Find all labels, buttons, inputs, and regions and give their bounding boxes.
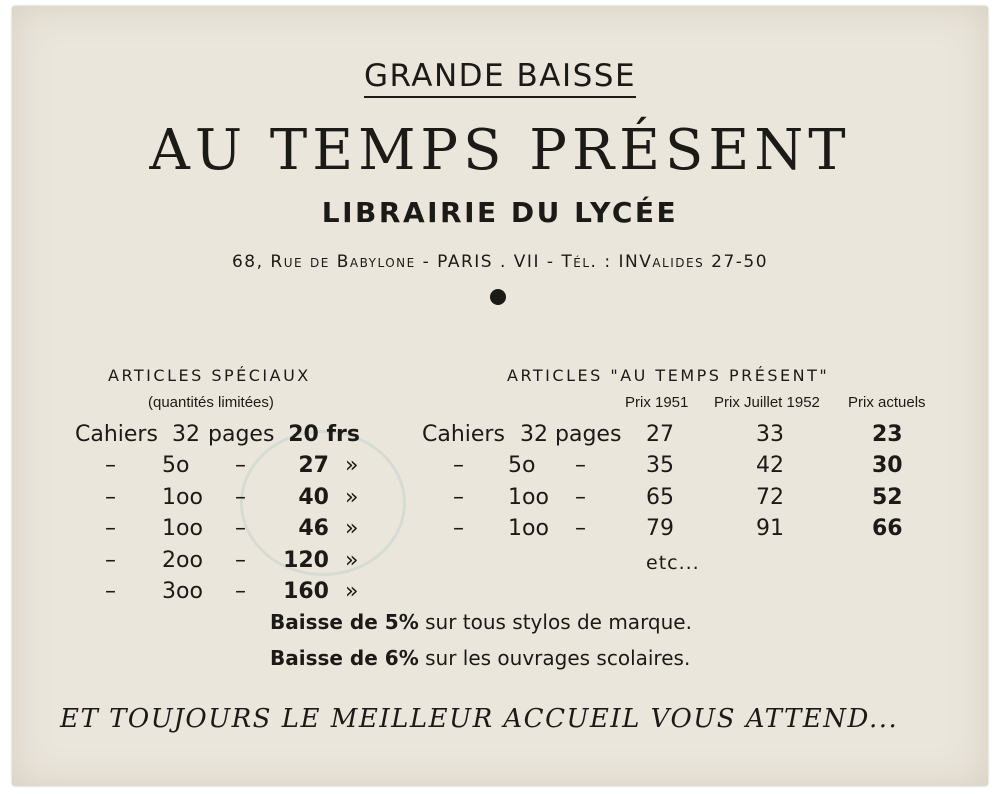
- col-header-1951: Prix 1951: [625, 394, 689, 411]
- special-price-cell: 160: [283, 579, 329, 604]
- promo-line-1: Baisse de 5% sur tous stylos de marque.: [270, 610, 692, 634]
- regular-now-cell: 23: [872, 422, 903, 447]
- special-articles-heading: ARTICLES SPÉCIAUX: [108, 366, 311, 385]
- regular-unit-cell: –: [575, 453, 586, 478]
- grande-baisse-heading: GRANDE BAISSE: [0, 58, 1000, 94]
- special-unit-cell: –: [235, 579, 246, 604]
- special-label-cell: –: [105, 516, 116, 541]
- regular-p1952-cell: 72: [756, 485, 784, 510]
- special-qty-cell: 5o: [162, 453, 190, 478]
- special-unit-cell: –: [235, 453, 246, 478]
- col-header-now: Prix actuels: [848, 394, 926, 411]
- regular-unit-cell: pages: [555, 422, 622, 447]
- footer-slogan: ET TOUJOURS LE MEILLEUR ACCUEIL VOUS ATTEND...: [60, 704, 899, 734]
- regular-p1952-cell: 91: [756, 516, 784, 541]
- special-ditto-cell: »: [345, 453, 359, 478]
- regular-qty-cell: 5o: [508, 453, 536, 478]
- special-label-cell: –: [105, 579, 116, 604]
- regular-unit-cell: –: [575, 516, 586, 541]
- regular-p1951-cell: 79: [646, 516, 674, 541]
- special-price-cell: 120: [283, 548, 329, 573]
- regular-p1951-cell: 65: [646, 485, 674, 510]
- special-unit-cell: pages: [208, 422, 275, 447]
- special-qty-cell: 1oo: [162, 516, 203, 541]
- special-unit-cell: –: [235, 485, 246, 510]
- regular-articles-heading: ARTICLES "AU TEMPS PRÉSENT": [507, 366, 830, 385]
- regular-now-cell: 30: [872, 453, 903, 478]
- regular-now-cell: 52: [872, 485, 903, 510]
- regular-p1951-cell: 27: [646, 422, 674, 447]
- special-price-cell: 46: [298, 516, 329, 541]
- special-ditto-cell: »: [345, 548, 359, 573]
- regular-qty-cell: 1oo: [508, 516, 549, 541]
- special-qty-cell: 1oo: [162, 485, 203, 510]
- special-price-cell: 40: [298, 485, 329, 510]
- regular-label-cell: –: [453, 516, 464, 541]
- regular-qty-cell: 32: [520, 422, 548, 447]
- special-label-cell: –: [105, 453, 116, 478]
- bullet-dot: [490, 289, 506, 305]
- special-unit-cell: –: [235, 548, 246, 573]
- special-articles-note: (quantités limitées): [148, 394, 274, 411]
- regular-label-cell: –: [453, 453, 464, 478]
- special-ditto-cell: »: [345, 579, 359, 604]
- store-title: AU TEMPS PRÉSENT: [149, 118, 851, 183]
- special-price-cell: 27: [298, 453, 329, 478]
- special-ditto-cell: »: [345, 516, 359, 541]
- special-qty-cell: 3oo: [162, 579, 203, 604]
- special-price-cell: 20 frs: [288, 422, 360, 447]
- col-header-1952: Prix Juillet 1952: [714, 394, 820, 411]
- regular-p1951-cell: 35: [646, 453, 674, 478]
- regular-label-cell: Cahiers: [422, 422, 505, 447]
- special-label-cell: –: [105, 548, 116, 573]
- special-qty-cell: 2oo: [162, 548, 203, 573]
- regular-p1952-cell: 33: [756, 422, 784, 447]
- regular-qty-cell: 1oo: [508, 485, 549, 510]
- promo-line-2: Baisse de 6% sur les ouvrages scolaires.: [270, 646, 691, 670]
- regular-p1952-cell: 42: [756, 453, 784, 478]
- special-label-cell: Cahiers: [75, 422, 158, 447]
- regular-unit-cell: –: [575, 485, 586, 510]
- etc-text: etc...: [646, 552, 700, 574]
- special-unit-cell: –: [235, 516, 246, 541]
- special-qty-cell: 32: [172, 422, 200, 447]
- store-address: 68, Rue de Babylone - PARIS . VII - Tél. : INValides 27-50: [231, 252, 769, 272]
- store-subtitle: LIBRAIRIE DU LYCÉE: [321, 196, 679, 229]
- regular-now-cell: 66: [872, 516, 903, 541]
- special-ditto-cell: »: [345, 485, 359, 510]
- regular-label-cell: –: [453, 485, 464, 510]
- special-label-cell: –: [105, 485, 116, 510]
